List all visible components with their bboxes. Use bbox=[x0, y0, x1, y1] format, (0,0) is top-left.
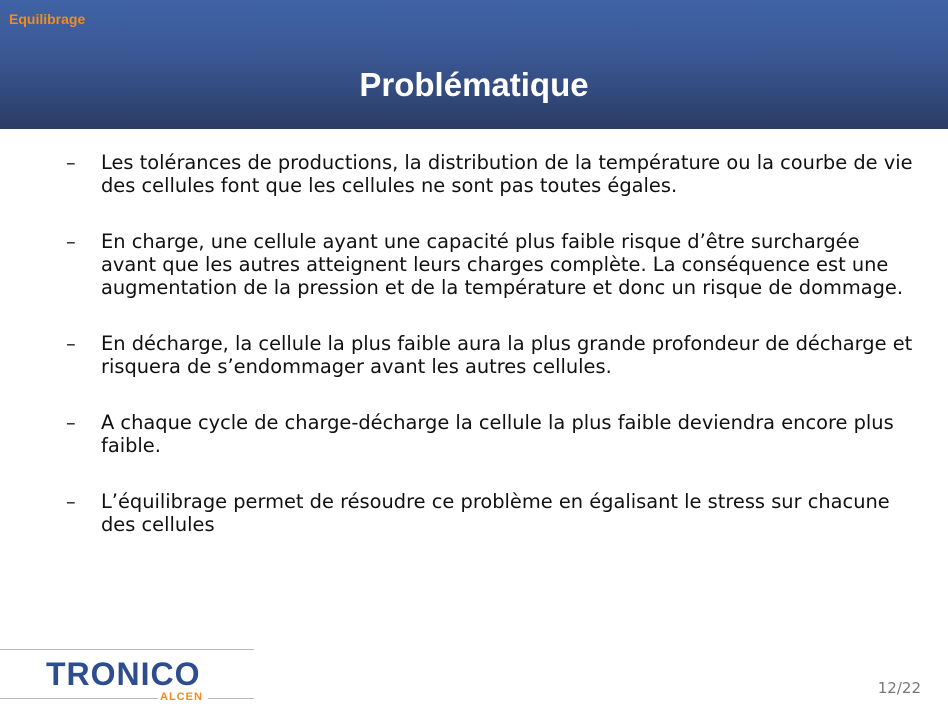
bullet-text: Les tolérances de productions, la distribution de la température ou la courbe de vie des cellules font que les cellules ne sont pas toutes égales. bbox=[101, 151, 913, 197]
list-item bbox=[66, 411, 916, 457]
company-logo: TRONICO bbox=[46, 656, 201, 692]
list-item bbox=[66, 151, 916, 197]
bullet-marker: – bbox=[66, 490, 76, 513]
bullet-marker: – bbox=[66, 151, 76, 174]
bullet-marker: – bbox=[66, 411, 76, 434]
section-label: Equilibrage bbox=[9, 11, 86, 27]
bullet-text: En charge, une cellule ayant une capacité plus faible risque d’être surchargée avant que les autres atteignent leurs charges complète. La conséquence est une augmentation de la pression et de la température et donc un risque de dommage. bbox=[101, 230, 904, 299]
slide-title: Problématique bbox=[359, 66, 589, 103]
logo-divider-bottom bbox=[208, 698, 254, 699]
list-item bbox=[66, 490, 916, 536]
company-logo-subtitle: ALCEN bbox=[160, 691, 203, 703]
logo-divider-bottom bbox=[0, 698, 158, 699]
bullet-marker: – bbox=[66, 332, 76, 355]
bullet-text: A chaque cycle de charge-décharge la cellule la plus faible deviendra encore plus faible. bbox=[101, 411, 894, 457]
bullet-marker: – bbox=[66, 230, 76, 253]
list-item bbox=[66, 332, 916, 378]
title-banner bbox=[0, 0, 948, 129]
bullet-text: L’équilibrage permet de résoudre ce problème en égalisant le stress sur chacune des cellules bbox=[101, 490, 890, 536]
logo-divider-top bbox=[0, 649, 254, 650]
bullet-list bbox=[66, 151, 916, 536]
page-number: 12/22 bbox=[877, 679, 921, 697]
list-item bbox=[66, 230, 916, 299]
bullet-text: En décharge, la cellule la plus faible aura la plus grande profondeur de décharge et risquera de s’endommager avant les autres cellules. bbox=[101, 332, 913, 378]
